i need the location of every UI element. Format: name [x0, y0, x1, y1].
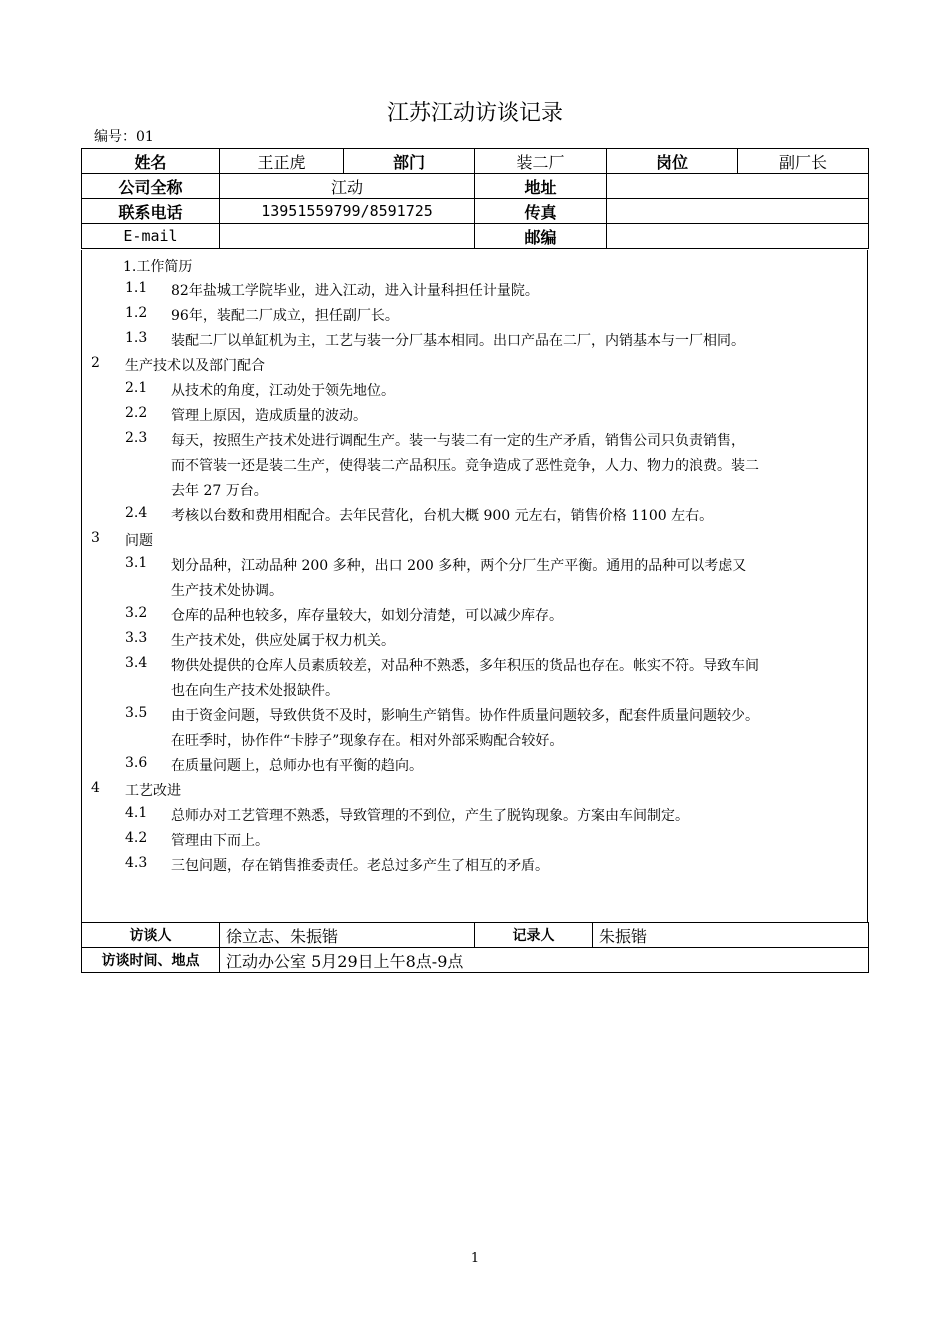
list-item: 管理由下而上。: [171, 833, 269, 849]
section-heading: 1.工作简历: [123, 259, 193, 275]
item-number: 4.3: [125, 855, 148, 871]
table-row: [82, 948, 869, 973]
list-item-continued: 也在向生产技术处报缺件。: [171, 683, 339, 699]
list-item-continued: 生产技术处协调。: [171, 583, 283, 599]
list-item: 三包问题，存在销售推委责任。老总过多产生了相互的矛盾。: [171, 858, 549, 874]
list-item-continued: 而不管装一还是装二生产，使得装二产品积压。竞争造成了恶性竞争，人力、物力的浪费。装二: [171, 458, 759, 474]
list-item: 生产技术处，供应处属于权力机关。: [171, 633, 395, 649]
list-item: 总师办对工艺管理不熟悉，导致管理的不到位，产生了脱钩现象。方案由车间制定。: [171, 808, 689, 824]
item-number: 4.2: [125, 830, 148, 846]
list-item: 物供处提供的仓库人员素质较差，对品种不熟悉，多年积压的货品也存在。帐实不符。导致车间: [171, 658, 759, 674]
position-value: 副厂长: [738, 149, 869, 174]
item-number: 3.6: [125, 755, 148, 771]
time-place-label: 访谈时间、地点: [82, 948, 220, 973]
item-number: 3.1: [125, 555, 148, 571]
phone-label: 联系电话: [82, 199, 220, 224]
table-row: [82, 224, 869, 249]
item-number: 3.4: [125, 655, 148, 671]
postcode-label: 邮编: [475, 224, 607, 249]
interview-footer-table: [81, 922, 869, 973]
fax-value: [607, 199, 869, 224]
item-number: 2.4: [125, 505, 148, 521]
list-item: 考核以台数和费用相配合。去年民营化，台机大概 900 元左右，销售价格 1100 左右。: [171, 508, 714, 524]
item-number: 2.2: [125, 405, 148, 421]
email-label: E-mail: [82, 224, 220, 249]
item-number: 2.1: [125, 380, 148, 396]
item-number: 4.1: [125, 805, 148, 821]
department-value: 装二厂: [475, 149, 607, 174]
item-number: 1.1: [125, 280, 148, 296]
table-row: [82, 174, 869, 199]
section-heading: 工艺改进: [125, 783, 181, 799]
page-number: 1: [470, 1251, 480, 1266]
list-item: 从技术的角度，江动处于领先地位。: [171, 383, 395, 399]
item-number: 3.2: [125, 605, 148, 621]
list-item: 管理上原因，造成质量的波动。: [171, 408, 367, 424]
recorder-label: 记录人: [475, 923, 593, 948]
address-label: 地址: [475, 174, 607, 199]
list-item: 装配二厂以单缸机为主，工艺与装一分厂基本相同。出口产品在二厂，内销基本与一厂相同。: [171, 333, 745, 349]
department-label: 部门: [344, 149, 475, 174]
list-item-continued: 在旺季时，协作件“卡脖子”现象存在。相对外部采购配合较好。: [171, 733, 564, 749]
list-item: 仓库的品种也较多，库存量较大，如划分清楚，可以减少库存。: [171, 608, 563, 624]
name-value: 王正虎: [220, 149, 344, 174]
item-number: 1.3: [125, 330, 148, 346]
section-heading: 问题: [125, 533, 153, 549]
section-number: 2: [91, 355, 100, 371]
list-item: 划分品种，江动品种 200 多种，出口 200 多种，两个分厂生产平衡。通用的品种可以考虑又: [171, 558, 747, 574]
list-item: 在质量问题上，总师办也有平衡的趋向。: [171, 758, 423, 774]
name-label: 姓名: [82, 149, 220, 174]
fax-label: 传真: [475, 199, 607, 224]
section-number: 4: [91, 780, 100, 796]
interviewer-label: 访谈人: [82, 923, 220, 948]
table-row: [82, 923, 869, 948]
document-number: 编号：01: [94, 129, 154, 145]
company-label: 公司全称: [82, 174, 220, 199]
table-row: [82, 149, 869, 174]
company-value: 江动: [220, 174, 475, 199]
table-row: [82, 199, 869, 224]
interviewer-value: 徐立志、朱振锴: [220, 923, 475, 948]
item-number: 3.5: [125, 705, 148, 721]
section-number: 3: [91, 530, 100, 546]
recorder-value: 朱振锴: [593, 923, 869, 948]
list-item-continued: 去年 27 万台。: [171, 483, 268, 499]
item-number: 1.2: [125, 305, 148, 321]
item-number: 3.3: [125, 630, 148, 646]
list-item: 96年，装配二厂成立，担任副厂长。: [171, 308, 399, 324]
postcode-value: [607, 224, 869, 249]
address-value: [607, 174, 869, 199]
page-title: 江苏江动访谈记录: [386, 101, 563, 126]
item-number: 2.3: [125, 430, 148, 446]
interview-content: [81, 250, 868, 923]
email-value: [220, 224, 475, 249]
list-item: 每天，按照生产技术处进行调配生产。装一与装二有一定的生产矛盾，销售公司只负责销售，: [171, 433, 745, 449]
list-item: 由于资金问题，导致供货不及时，影响生产销售。协作件质量问题较多，配套件质量问题较少。: [171, 708, 759, 724]
section-heading: 生产技术以及部门配合: [125, 358, 265, 374]
position-label: 岗位: [607, 149, 738, 174]
list-item: 82年盐城工学院毕业，进入江动，进入计量科担任计量院。: [171, 283, 539, 299]
time-place-value: 江动办公室 5月29日上午8点-9点: [220, 948, 869, 973]
phone-value: 13951559799/8591725: [220, 199, 475, 224]
info-table: [81, 148, 869, 249]
